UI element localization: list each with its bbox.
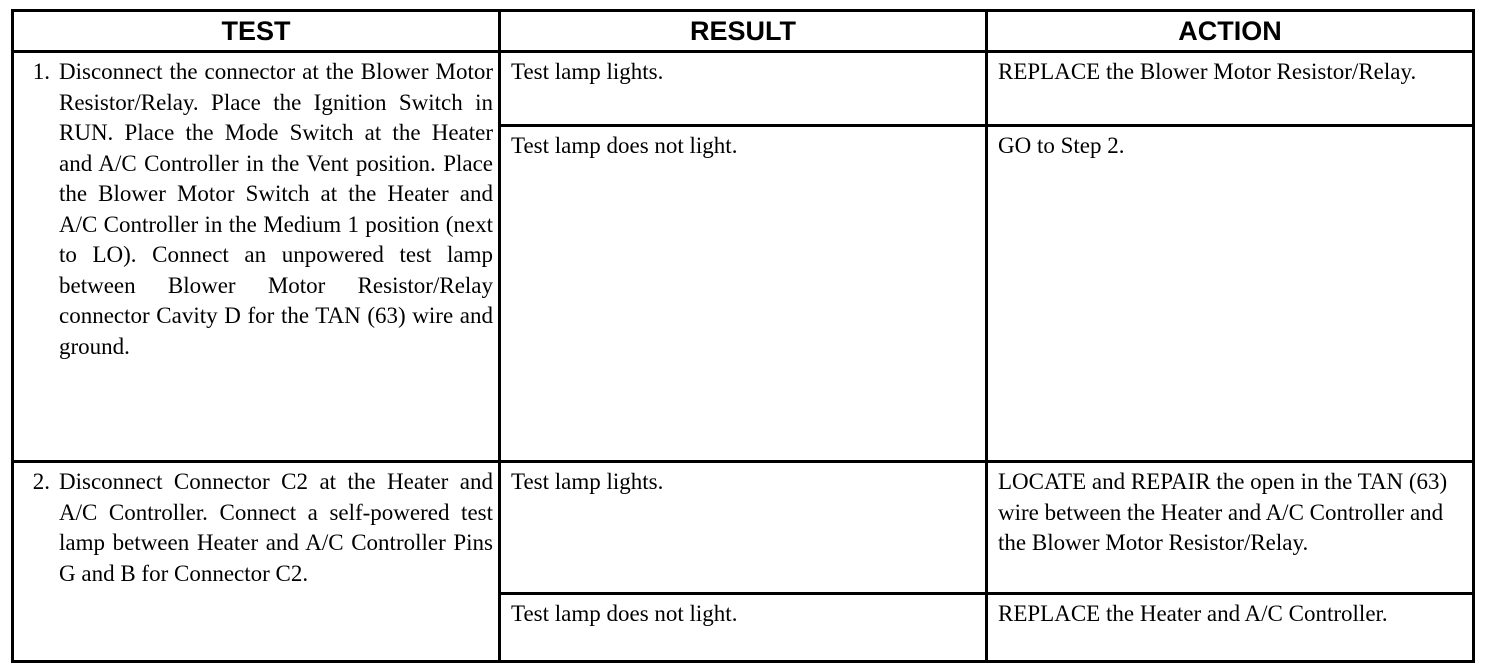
step-number: 1. <box>32 59 50 84</box>
result-cell <box>500 594 987 662</box>
test-cell-step-2 <box>13 462 500 662</box>
result-cell <box>500 52 987 126</box>
result-text: Test lamp lights. <box>511 469 664 494</box>
header-action: ACTION <box>987 11 1474 52</box>
action-text: REPLACE the Blower Motor Resistor/Relay. <box>998 59 1417 84</box>
header-row <box>13 11 1474 52</box>
action-cell <box>987 126 1474 462</box>
action-text: GO to Step 2. <box>998 133 1125 158</box>
table-row <box>13 52 1474 126</box>
step-test-text: Disconnect the connector at the Blower Motor Resistor/Relay. Place the Ignition Switch in RUN. Place the Mode Switch at the Heater and A/C Controller in the Vent position. Place the Blower Motor Switch at the Heater and A/C Controller in the Medium 1 position (next to LO). Connect an unpowered test lamp between Blower Motor Resistor/Relay connector Cavity D for the TAN (63) wire and ground. <box>59 59 493 359</box>
table-row <box>13 462 1474 594</box>
action-text: REPLACE the Heater and A/C Controller. <box>998 601 1388 626</box>
result-cell <box>500 126 987 462</box>
diagnostic-table <box>11 9 1475 663</box>
test-cell-step-1 <box>13 52 500 462</box>
result-cell <box>500 462 987 594</box>
action-cell <box>987 52 1474 126</box>
result-text: Test lamp lights. <box>511 59 664 84</box>
header-test: TEST <box>13 11 500 52</box>
step-test-text: Disconnect Connector C2 at the Heater and A/C Controller. Connect a self-powered test lamp between Heater and A/C Controller Pins G and B for Connector C2. <box>59 469 493 586</box>
action-text: LOCATE and REPAIR the open in the TAN (63) wire between the Heater and A/C Controller and the Blower Motor Resistor/Relay. <box>998 469 1448 555</box>
result-text: Test lamp does not light. <box>511 133 738 158</box>
step-number: 2. <box>32 469 50 494</box>
header-result: RESULT <box>500 11 987 52</box>
action-cell <box>987 462 1474 594</box>
result-text: Test lamp does not light. <box>511 601 738 626</box>
action-cell <box>987 594 1474 662</box>
